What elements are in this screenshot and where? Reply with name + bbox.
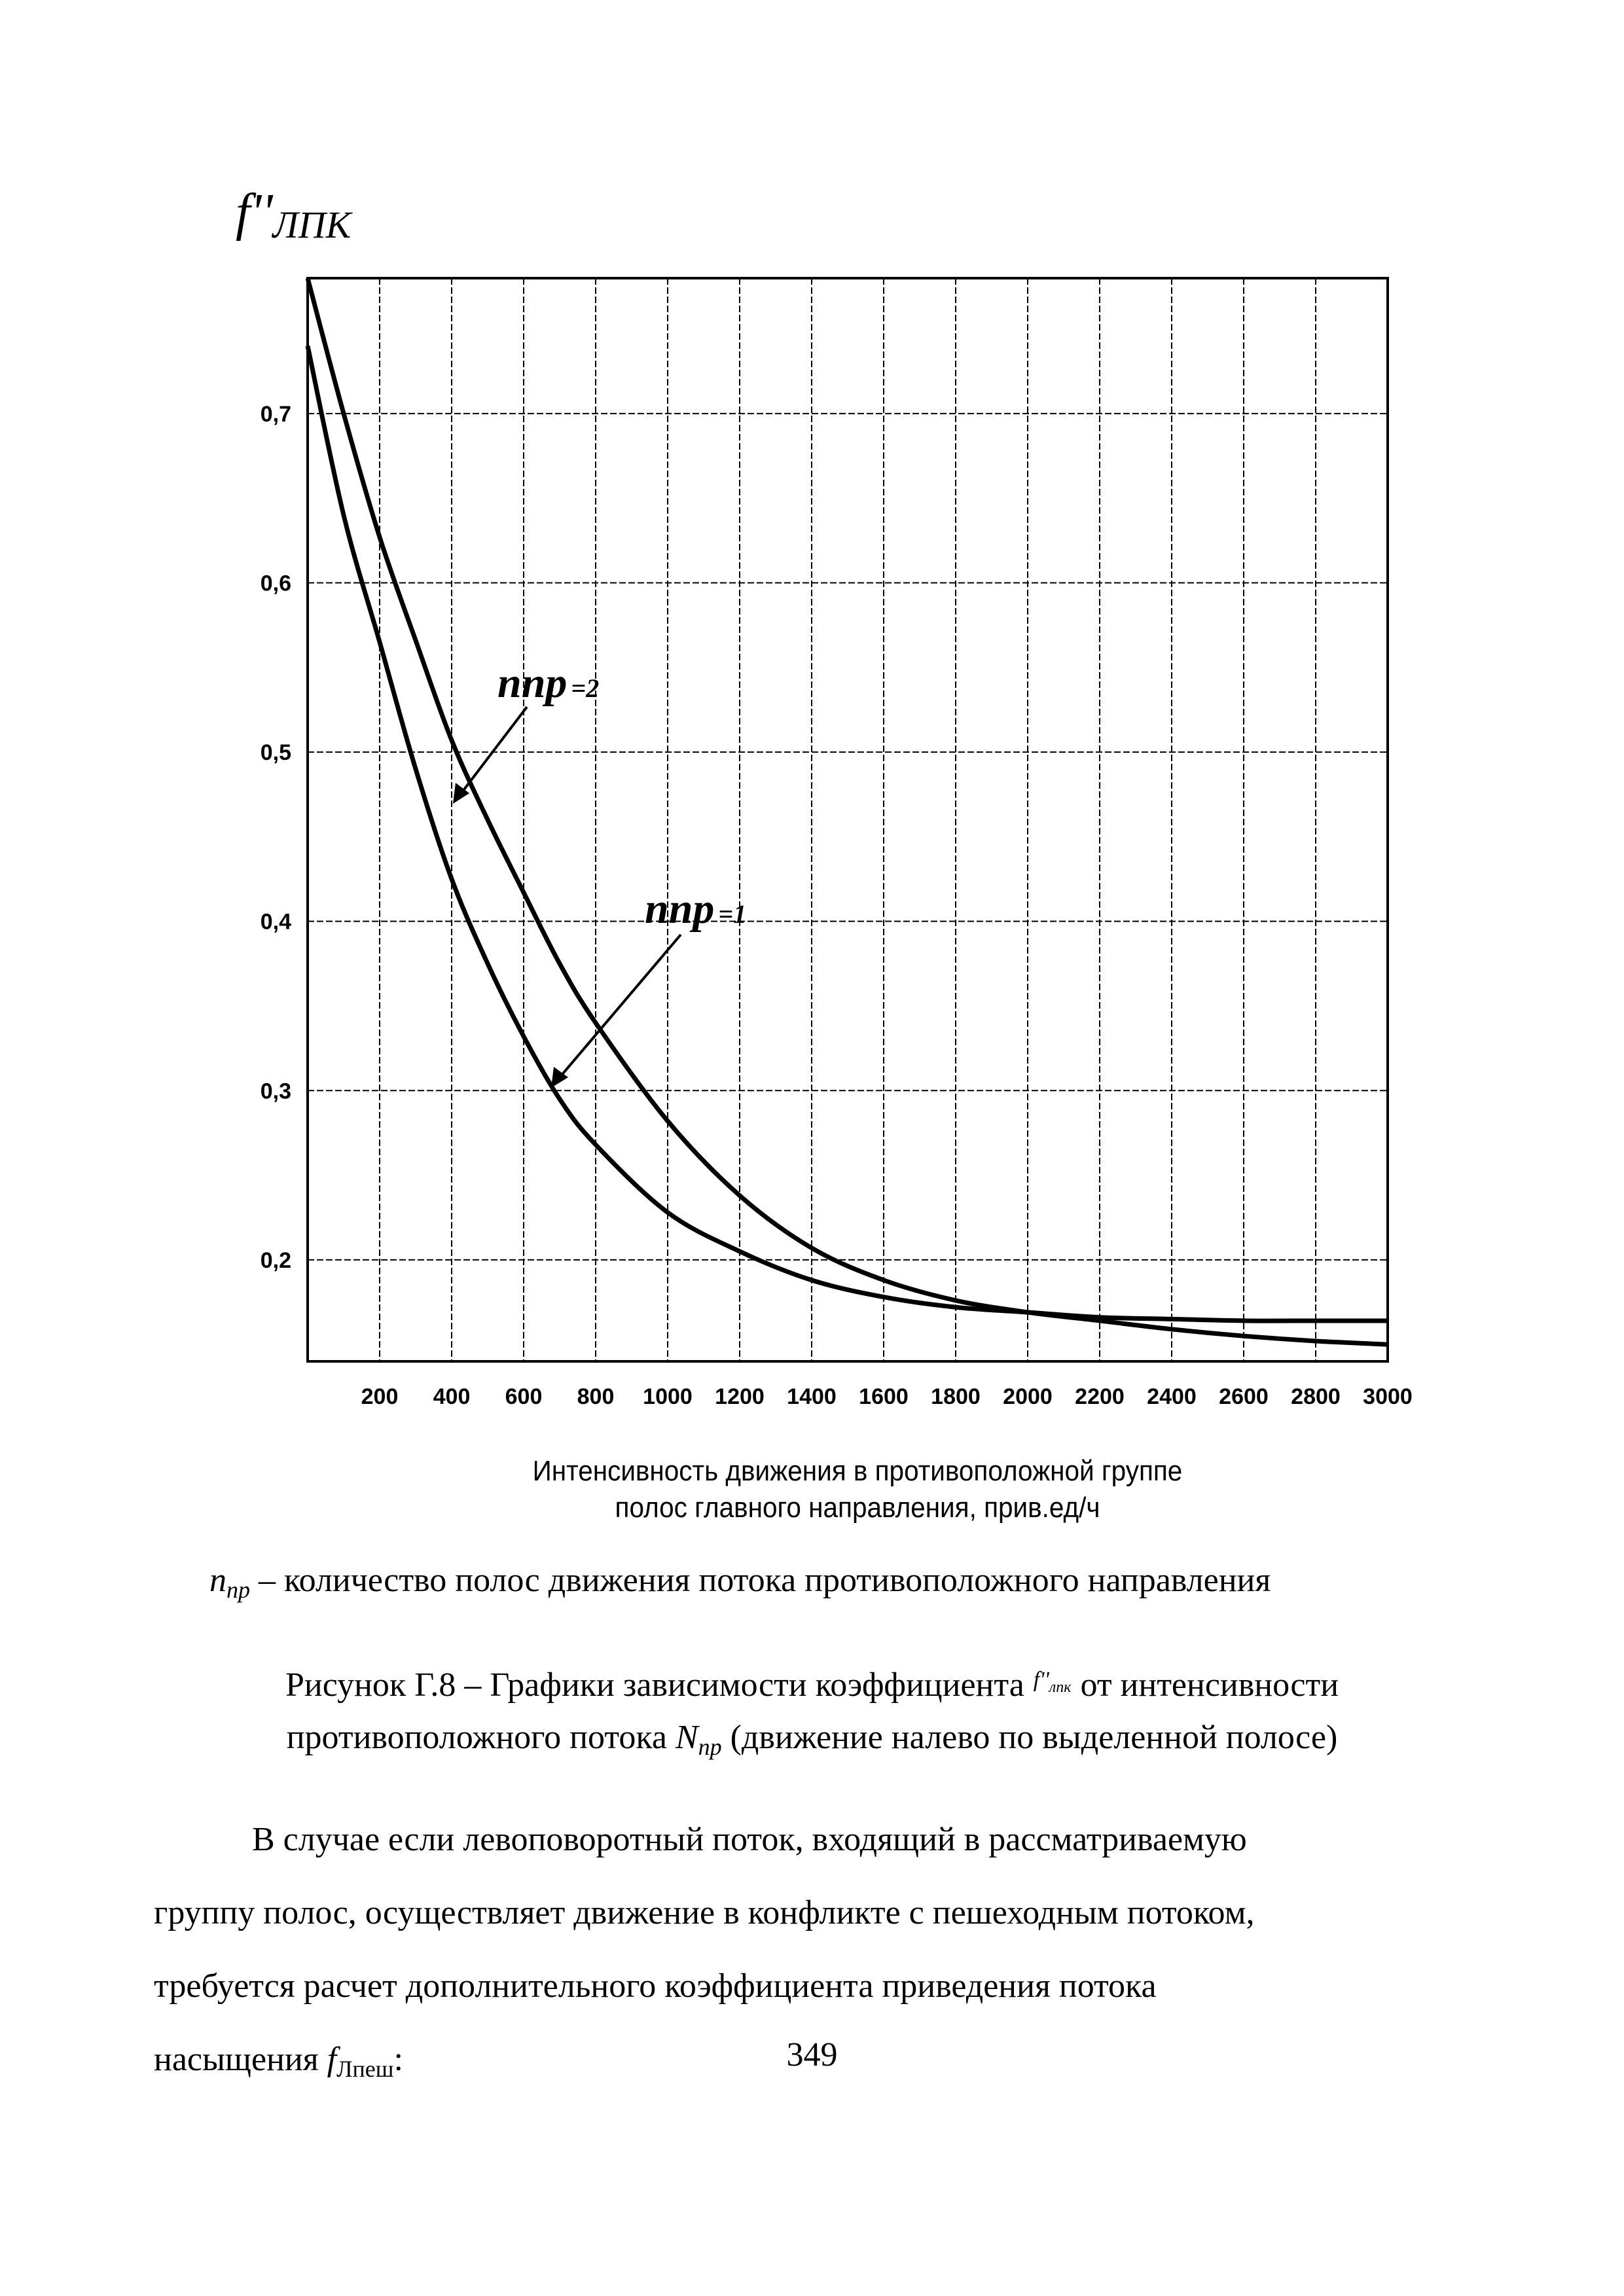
paragraph-line3: требуется расчет дополнительного коэффициента приведения потока <box>154 1967 1157 2005</box>
paragraph-line4-after: : <box>393 2041 403 2078</box>
x-tick-label: 600 <box>505 1384 543 1409</box>
x-tick-label: 2600 <box>1219 1384 1269 1409</box>
caption-line2-after: (движение налево по выделенной полосе) <box>721 1719 1338 1756</box>
y-tick-label: 0,4 <box>260 909 291 935</box>
label-npr1 <box>645 885 746 933</box>
y-symbol-sub: ЛПК <box>272 204 352 246</box>
annotations <box>453 659 746 1088</box>
paragraph-symbol-sub: Лпеш <box>336 2056 394 2082</box>
y-tick-label: 0,5 <box>260 740 291 766</box>
series-line-2 <box>308 346 1388 1321</box>
x-tick-label: 1000 <box>643 1384 693 1409</box>
x-tick-label: 1800 <box>931 1384 981 1409</box>
y-tick-label: 0,7 <box>260 401 291 427</box>
label-npr2 <box>497 659 599 707</box>
legend-symbol: n <box>209 1562 226 1599</box>
curves <box>308 278 1388 1344</box>
caption-symbol-main: f'' <box>1033 1668 1049 1692</box>
caption-line1-after: от интенсивности <box>1080 1666 1339 1704</box>
y-symbol-main: f'' <box>236 184 273 242</box>
caption-line2-before: противоположного потока <box>286 1719 676 1756</box>
y-tick-labels <box>261 402 291 1273</box>
x-tick-label: 400 <box>433 1384 471 1409</box>
caption-symbol-sub: лпк <box>1049 1679 1072 1696</box>
plot-frame <box>308 278 1388 1361</box>
x-tick-label: 2000 <box>1003 1384 1053 1409</box>
legend-explanation <box>209 1561 1271 1604</box>
paragraph-line1: В случае если левоповоротный поток, входящий в рассматриваемую <box>252 1821 1247 1858</box>
x-axis-title-line2: полос главного направления, прив.ед/ч <box>615 1492 1100 1524</box>
x-axis-title-line1: Интенсивность движения в противоположной группе <box>532 1455 1183 1487</box>
figure-caption-line2 <box>0 1718 1624 1761</box>
x-tick-label: 1400 <box>787 1384 837 1409</box>
caption-line2-symbol-sub: пр <box>698 1734 722 1760</box>
label-npr1-suffix: =1 <box>718 899 747 929</box>
label-npr2-suffix: =2 <box>571 673 600 703</box>
caption-line2-symbol: N <box>675 1719 698 1756</box>
legend-description: – количество полос движения потока противоположного направления <box>250 1562 1271 1599</box>
grid <box>308 278 1388 1361</box>
x-tick-label: 1200 <box>715 1384 765 1409</box>
y-tick-label: 0,6 <box>260 571 291 596</box>
x-tick-label: 800 <box>577 1384 615 1409</box>
x-tick-label: 3000 <box>1363 1384 1413 1409</box>
legend-symbol-sub: пр <box>226 1577 250 1603</box>
label-npr2-main: nпр <box>497 659 568 707</box>
caption-line1-before: Рисунок Г.8 – Графики зависимости коэффициента <box>285 1666 1024 1704</box>
x-tick-labels <box>361 1384 1413 1409</box>
x-axis-title <box>526 1453 1189 1526</box>
x-tick-label: 200 <box>361 1384 399 1409</box>
x-tick-label: 2400 <box>1147 1384 1197 1409</box>
page-number: 349 <box>786 2036 838 2073</box>
series-line-1 <box>308 278 1388 1344</box>
x-tick-label: 2200 <box>1075 1384 1125 1409</box>
x-tick-label: 2800 <box>1291 1384 1341 1409</box>
y-tick-label: 0,2 <box>260 1247 291 1273</box>
y-tick-label: 0,3 <box>260 1079 291 1104</box>
paragraph-symbol: f <box>327 2041 337 2078</box>
x-tick-label: 1600 <box>859 1384 909 1409</box>
label-npr1-main: nпр <box>645 885 715 933</box>
paragraph-line2: группу полос, осуществляет движение в конфликте с пешеходным потоком, <box>154 1894 1255 1931</box>
figure-caption-line1 <box>0 1666 1624 1704</box>
caption-symbol <box>1024 1668 1081 1696</box>
paragraph-line4-before: насыщения <box>154 2041 327 2078</box>
